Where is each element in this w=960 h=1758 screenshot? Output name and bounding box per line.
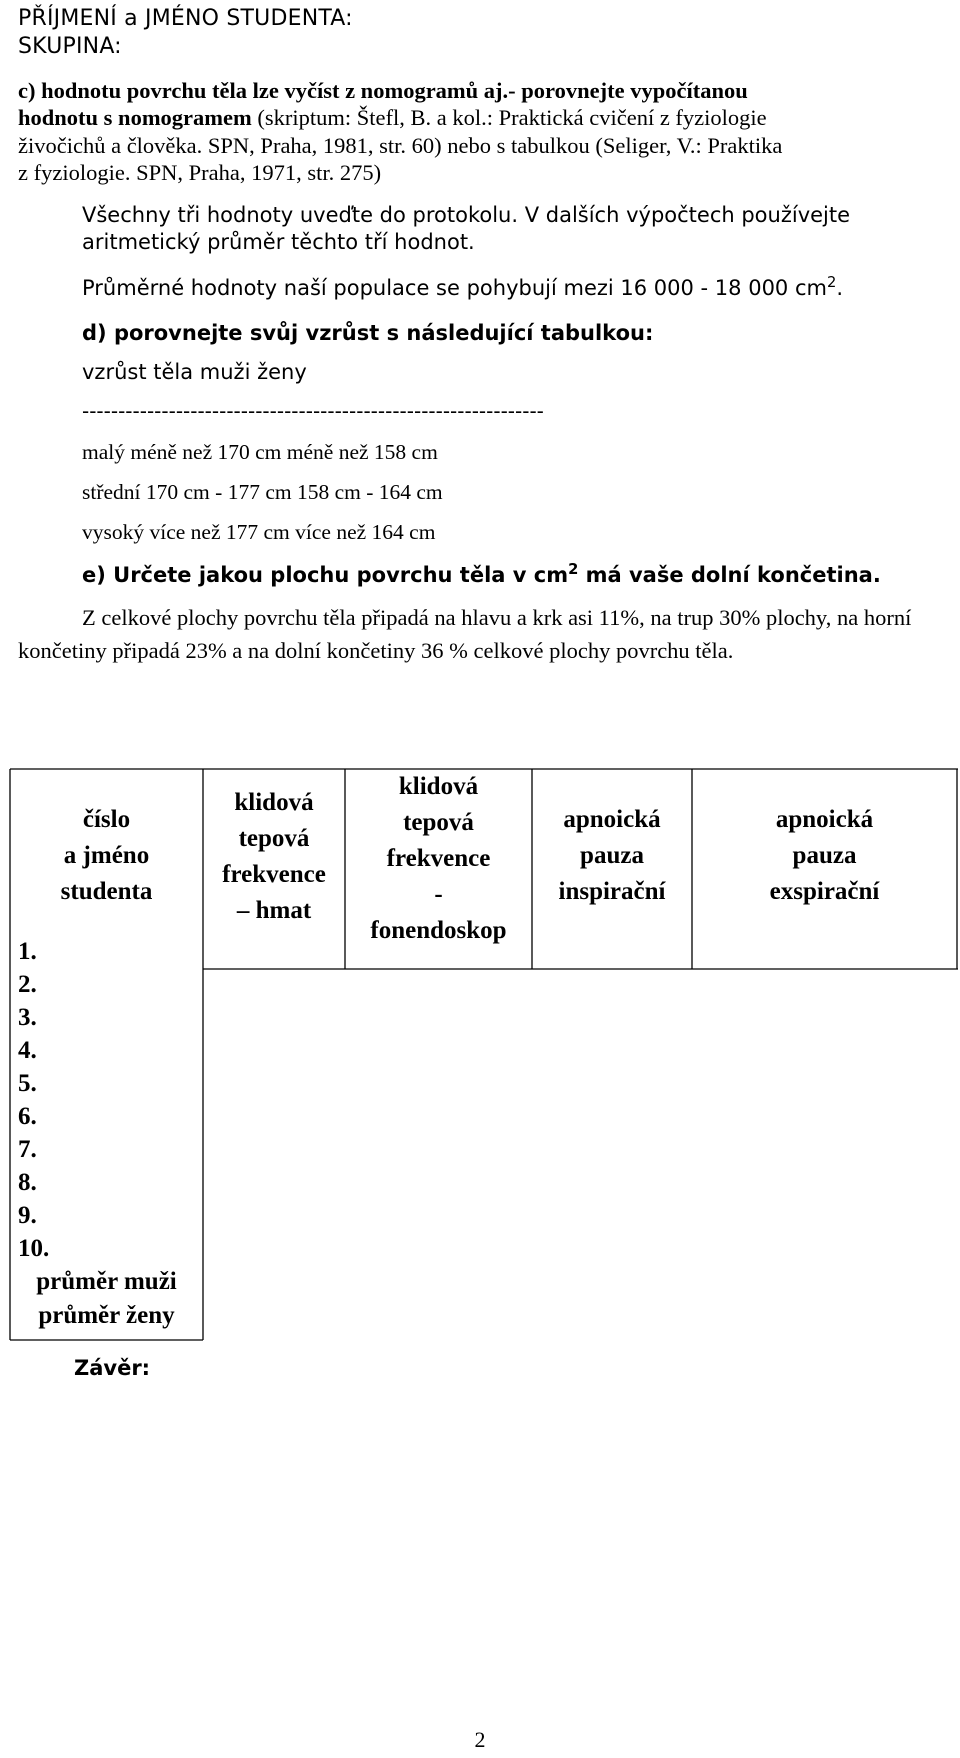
section-c-line3: živočichů a člověka. SPN, Praha, 1981, str. 60) nebo s tabulkou (Seliger, V.: Praktika (18, 133, 783, 158)
height-table-separator: ---------------------------------------------------------------- (82, 399, 544, 423)
row-label-1: 1. (18, 938, 37, 965)
section-c-line4: z fyziologie. SPN, Praha, 1971, str. 275) (18, 160, 382, 185)
section-c-line1: c) hodnotu povrchu těla lze vyčíst z nomogramů aj.- porovnejte vypočítanou (18, 78, 748, 103)
height-row-tall: vysoký více než 177 cm více než 164 cm (82, 520, 436, 544)
header-student-name: číslo a jméno studenta (60, 806, 153, 905)
section-e-heading: e) Určete jakou plochu povrchu těla v $cm^2$ má vaše dolní končetina. (82, 561, 881, 587)
row-label-7: 7. (18, 1136, 37, 1163)
height-table-header: vzrůst těla muži ženy (82, 360, 307, 384)
row-label-5: 5. (18, 1070, 37, 1097)
group-label: SKUPINA: (18, 34, 122, 59)
row-label-2: 2. (18, 971, 37, 998)
section-c-line2: hodnotu s nomogramem (skriptum: Štefl, B. a kol.: Praktická cvičení z fyziologie (18, 105, 767, 130)
header-pulse-stethoscope: klidová tepová frekvence - fonendoskop (370, 773, 507, 944)
student-name-label: PŘÍJMENÍ a JMÉNO STUDENTA: (18, 6, 353, 31)
row-label-average-men: průměr muži (36, 1268, 177, 1295)
header-apnea-expiratory: apnoická pauza exspirační (769, 806, 880, 905)
header-pulse-palpation: klidová tepová frekvence – hmat (222, 789, 326, 924)
body-surface-paragraph: Z celkové plochy povrchu těla připadá na hlavu a krk asi 11%, na trup 30% plochy, na horní končetiny připadá 23% a na dolní končetiny 36 % celkové plochy povrchu těla. (18, 605, 912, 663)
row-label-10: 10. (18, 1235, 50, 1262)
note-line1: Všechny tři hodnoty uveďte do protokolu. V dalších výpočtech používejte (82, 203, 851, 227)
section-d-heading: d) porovnejte svůj vzrůst s následující tabulkou: (82, 321, 654, 345)
row-label-6: 6. (18, 1103, 37, 1130)
conclusion-label: Závěr: (74, 1356, 151, 1380)
note-line2: aritmetický průměr těchto tří hodnot. (82, 230, 475, 254)
row-label-9: 9. (18, 1202, 37, 1229)
row-label-3: 3. (18, 1004, 37, 1031)
population-average-note: Průměrné hodnoty naší populace se pohybují mezi 16 000 - 18 000 $cm^2$. (82, 274, 844, 300)
height-row-medium: střední 170 cm - 177 cm 158 cm - 164 cm (82, 480, 443, 504)
page-number: 2 (474, 1727, 486, 1752)
row-label-8: 8. (18, 1169, 37, 1196)
row-label-4: 4. (18, 1037, 37, 1064)
height-row-small: malý méně než 170 cm méně než 158 cm (82, 440, 438, 464)
row-label-average-women: průměr ženy (38, 1302, 175, 1329)
header-apnea-inspiratory: apnoická pauza inspirační (558, 806, 666, 905)
